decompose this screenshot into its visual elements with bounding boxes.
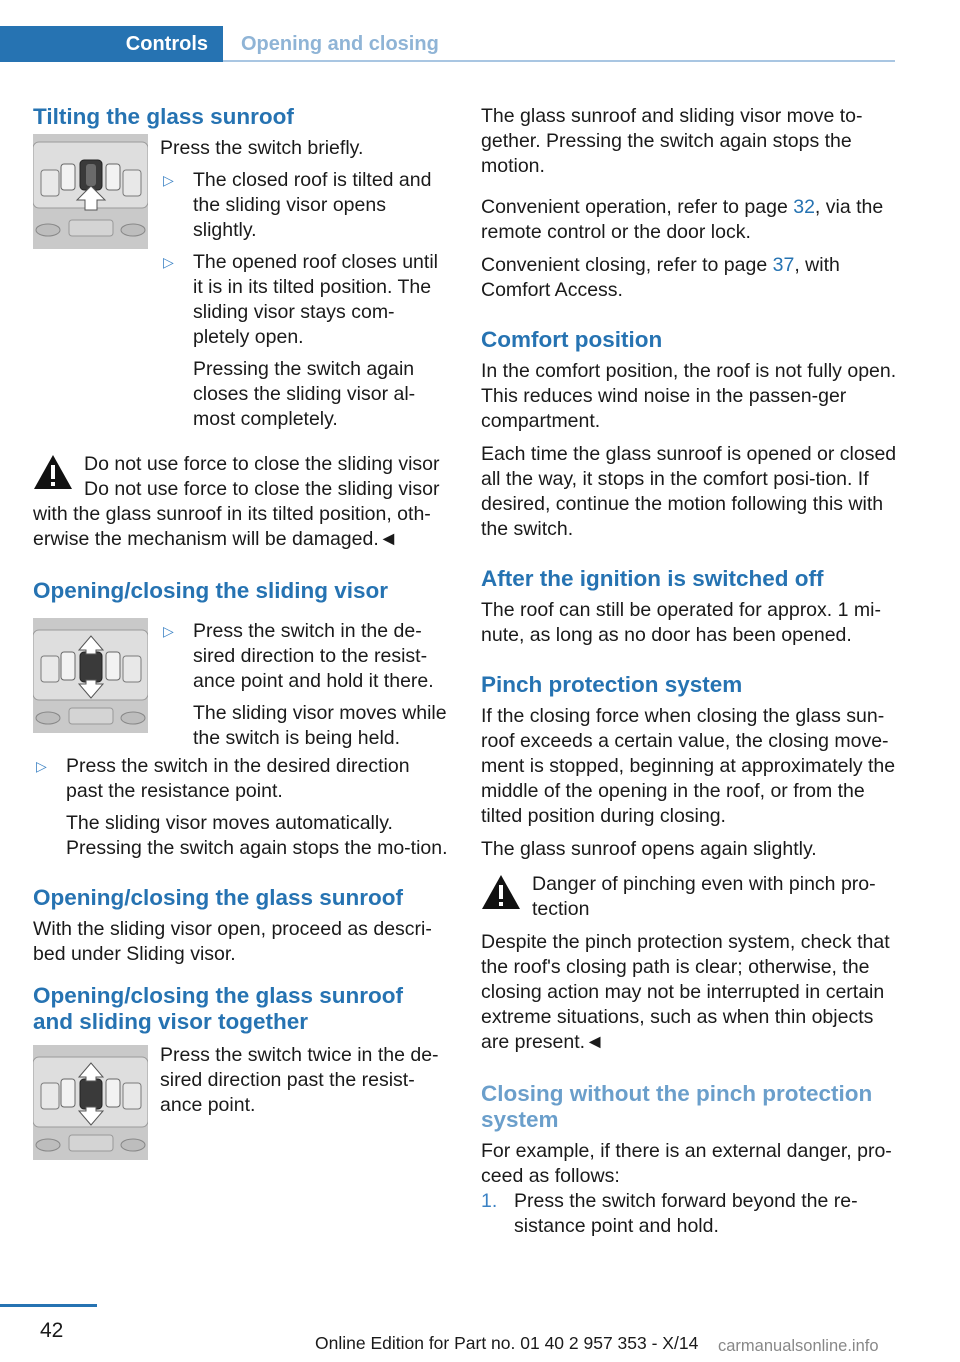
heading-tilting: Tilting the glass sunroof <box>33 104 294 129</box>
text-fragment: , via the remote control or the door lock. <box>481 196 884 243</box>
warning-pinching-title: Danger of pinching even with pinch pro‐tection <box>532 873 876 920</box>
sunroof-switch-tilt-image <box>33 134 148 249</box>
list-item <box>160 250 449 432</box>
heading-pinch-protection: Pinch protection system <box>481 672 743 697</box>
edition-text: Online Edition for Part no. 01 40 2 957 353 - X/14 <box>315 1333 699 1353</box>
warning-triangle-icon <box>33 454 73 490</box>
step-number: 1. <box>481 1190 498 1212</box>
header-section-tab[interactable] <box>0 26 223 62</box>
list-item <box>481 1189 897 1239</box>
heading-ignition-off: After the ignition is switched off <box>481 566 824 591</box>
closing-steps-list <box>481 1189 897 1239</box>
text-fragment: Convenient operation, refer to page <box>481 196 794 218</box>
right-column <box>481 104 897 1239</box>
tilt-content <box>160 130 449 432</box>
list-item-subtext: The sliding visor moves while the switch is being held. <box>193 702 447 749</box>
visor-bullet-list-2 <box>33 754 449 861</box>
pinch-text-2: The glass sunroof opens again slightly. <box>481 838 817 860</box>
heading-sliding-visor: Opening/closing the sliding visor <box>33 578 389 603</box>
tilt-bullet-list <box>160 168 449 432</box>
warning-force-text: Do not use force to close the sliding visor with the glass sunroof in its tilted position, oth‐erwise the mechanism will be damaged.◄ <box>33 478 440 550</box>
list-item-text: Press the switch in the de‐sired direction to the resist‐ance point and hold it there. <box>193 620 434 692</box>
text-fragment: , with Comfort Access. <box>481 254 840 301</box>
glass-sunroof-text: With the sliding visor open, proceed as descri‐bed under Sliding visor. <box>33 918 432 965</box>
warning-force <box>33 452 449 552</box>
closing-without-text: For example, if there is an external danger, pro‐ceed as follows: <box>481 1140 892 1187</box>
ignition-text: The roof can still be operated for approx. 1 mi‐nute, as long as no door has been opened. <box>481 599 881 646</box>
header-rule <box>223 60 895 62</box>
header-subsection: Opening and closing <box>241 32 439 55</box>
list-item <box>33 754 449 861</box>
list-item-text: The opened roof closes until it is in its tilted position. The sliding visor stays com‐pletely open. <box>193 251 438 348</box>
left-column <box>33 104 449 1168</box>
pinch-text-1: If the closing force when closing the glass sun‐roof exceeds a certain value, the closing move‐ment is stopped, beginning at approximately the middle of the opening in the roof, or from the tilted position during closing. <box>481 705 896 827</box>
footer-rule <box>0 1304 97 1307</box>
page-number: 42 <box>40 1319 64 1342</box>
sunroof-switch-visor-image <box>33 618 148 733</box>
tilt-intro: Press the switch briefly. <box>160 137 364 159</box>
list-item <box>160 168 449 243</box>
warning-triangle-icon <box>481 874 521 910</box>
watermark: carmanualsonline.info <box>718 1337 879 1355</box>
heading-together: Opening/closing the glass sunroof and sliding visor together <box>33 983 404 1034</box>
text-fragment: Convenient closing, refer to page <box>481 254 773 276</box>
page-link-32[interactable]: 32 <box>793 196 815 218</box>
header-section-label: Controls <box>125 32 208 55</box>
warning-pinching-text: Despite the pinch protection system, check that the roof's closing path is clear; otherwise, the closing action may not be interrupted in certain extreme situations, such as when thin objects are present.◄ <box>481 931 890 1053</box>
comfort-text-1: In the comfort position, the roof is not fully open. This reduces wind noise in the passen‐ger compartment. <box>481 360 897 432</box>
sunroof-switch-together-image <box>33 1045 148 1160</box>
heading-closing-without: Closing without the pinch protection system <box>481 1081 873 1132</box>
list-item <box>160 619 449 751</box>
list-item-subtext: Pressing the switch again closes the sliding visor al‐most completely. <box>193 358 416 430</box>
together-content <box>160 1043 449 1118</box>
warning-force-title: Do not use force to close the sliding visor <box>84 453 440 475</box>
warning-pinching <box>481 872 897 922</box>
visor-content <box>160 612 449 751</box>
convenient-operation-text <box>481 195 897 245</box>
page-link-37[interactable]: 37 <box>772 254 795 276</box>
heading-comfort-position: Comfort position <box>481 327 663 352</box>
list-item-subtext: The sliding visor moves automatically. Pressing the switch again stops the mo‐tion. <box>66 812 448 859</box>
move-together-text: The glass sunroof and sliding visor move to‐gether. Pressing the switch again stops the motion. <box>481 105 863 177</box>
together-text: Press the switch twice in the de‐sired direction past the resist‐ance point. <box>160 1044 439 1116</box>
list-item-text: The closed roof is tilted and the sliding visor opens slightly. <box>193 169 432 241</box>
visor-bullet-list-1 <box>160 619 449 751</box>
convenient-closing-text <box>481 253 897 303</box>
step-text: Press the switch forward beyond the re‐sistance point and hold. <box>514 1190 858 1237</box>
heading-glass-sunroof: Opening/closing the glass sunroof <box>33 885 404 910</box>
list-item-text: Press the switch in the desired direction past the resistance point. <box>66 755 410 802</box>
comfort-text-2: Each time the glass sunroof is opened or closed all the way, it stops in the comfort posi‐tion. If desired, continue the motion following this with the switch. <box>481 443 897 540</box>
